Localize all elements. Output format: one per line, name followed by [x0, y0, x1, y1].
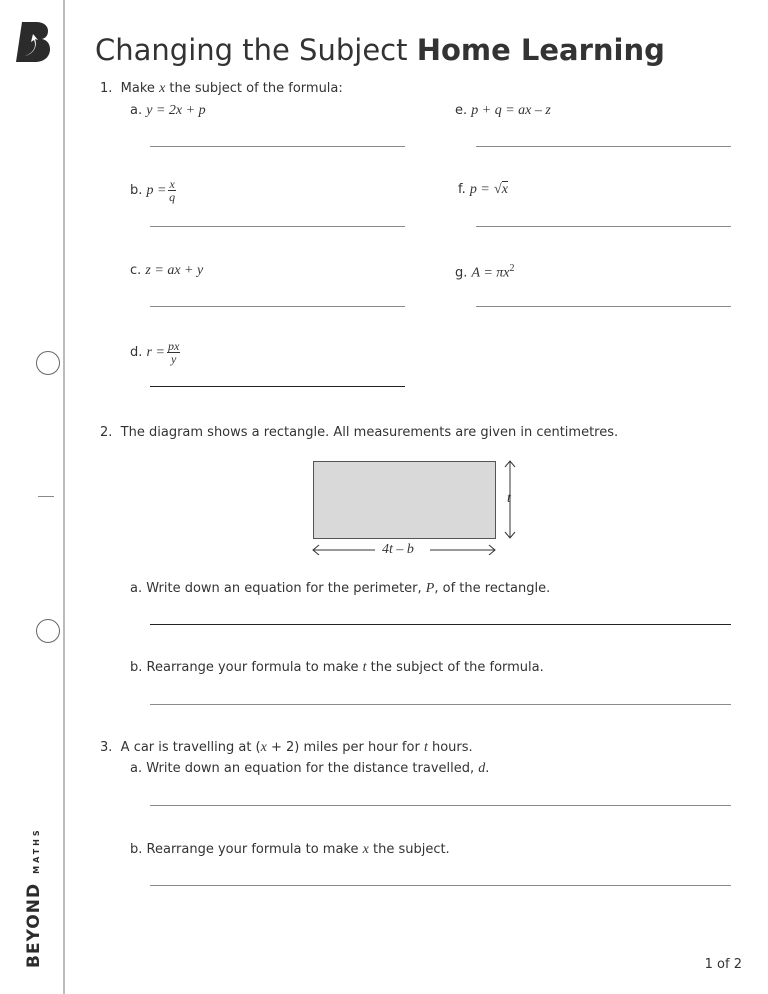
- text-fragment: x: [169, 177, 175, 191]
- punch-hole: [36, 619, 60, 643]
- q1f: [458, 182, 508, 198]
- answer-line[interactable]: [150, 226, 405, 227]
- text-fragment: hours.: [427, 740, 473, 755]
- text-fragment: 2: [509, 263, 515, 274]
- text-fragment: g.: [455, 265, 468, 281]
- text-fragment: r =: [146, 345, 165, 360]
- text-fragment: .: [485, 761, 490, 776]
- text-fragment: x: [260, 740, 267, 755]
- text-fragment: 2.: [100, 425, 113, 440]
- text-fragment: t: [362, 660, 367, 675]
- text-fragment: x: [501, 182, 508, 197]
- q1a: [130, 103, 206, 119]
- text-fragment: b.: [130, 660, 143, 675]
- beyond-logo: [16, 22, 50, 62]
- text-fragment: a.: [130, 761, 143, 776]
- q2b: [130, 660, 544, 676]
- text-fragment: 1.: [100, 81, 113, 96]
- punch-hole: [36, 351, 60, 375]
- text-fragment: q: [169, 190, 176, 204]
- page-title: [95, 33, 665, 67]
- text-fragment: p =: [469, 182, 490, 197]
- text-fragment: d.: [130, 345, 143, 360]
- text-fragment: the subject of the formula:: [165, 81, 343, 96]
- q1b: [130, 178, 176, 203]
- text-fragment: p + q = ax – z: [471, 103, 551, 118]
- question-2: [100, 425, 618, 440]
- text-fragment: x: [362, 842, 369, 857]
- text-fragment: c.: [130, 263, 142, 278]
- text-fragment: The diagram shows a rectangle. All measurements are given in centimetres.: [120, 425, 619, 440]
- answer-line[interactable]: [476, 146, 731, 147]
- text-fragment: t: [423, 740, 428, 755]
- question-3: [100, 740, 473, 756]
- text-fragment: z = ax + y: [145, 263, 204, 278]
- answer-line[interactable]: [476, 226, 731, 227]
- text-fragment: , of the rectangle.: [434, 581, 551, 596]
- text-fragment: f.: [458, 182, 466, 197]
- text-fragment: y: [170, 352, 177, 366]
- answer-line[interactable]: [150, 386, 405, 387]
- text-fragment: d: [478, 761, 486, 776]
- title-bold: Home Learning: [416, 33, 665, 67]
- page-number: 1 of 2: [704, 957, 742, 972]
- answer-line[interactable]: [150, 704, 731, 705]
- brand-side-text: [24, 827, 44, 968]
- text-fragment: A car is travelling at (: [120, 740, 261, 755]
- answer-line[interactable]: [476, 306, 731, 307]
- text-fragment: px: [167, 339, 180, 353]
- text-fragment: the subject of the formula.: [366, 660, 544, 675]
- text-fragment: 3.: [100, 740, 113, 755]
- text-fragment: b.: [130, 183, 143, 198]
- question-1: [100, 81, 343, 97]
- sqrt-symbol: √: [494, 182, 502, 197]
- answer-line[interactable]: [150, 805, 731, 806]
- text-fragment: Rearrange your formula to make: [146, 842, 363, 857]
- answer-line[interactable]: [150, 885, 731, 886]
- width-label: 4t – b: [382, 542, 414, 557]
- q3a: [130, 761, 489, 777]
- text-fragment: b.: [130, 842, 143, 857]
- title-normal: Changing the Subject: [95, 33, 417, 67]
- q1g: [455, 263, 515, 281]
- q1e: [455, 103, 551, 119]
- text-fragment: x: [159, 81, 166, 96]
- answer-line[interactable]: [150, 146, 405, 147]
- text-fragment: a.: [130, 103, 143, 118]
- text-fragment: p =: [146, 183, 167, 198]
- text-fragment: the subject.: [368, 842, 450, 857]
- answer-line[interactable]: [150, 624, 731, 625]
- q2a: [130, 581, 550, 597]
- brand-beyond: BEYOND: [24, 882, 44, 968]
- fold-mark: [38, 496, 54, 497]
- text-fragment: a.: [130, 581, 143, 596]
- text-fragment: + 2) miles per hour for: [266, 740, 424, 755]
- brand-maths: MATHS: [32, 827, 41, 874]
- text-fragment: Write down an equation for the distance travelled,: [146, 761, 479, 776]
- q1c: [130, 263, 203, 279]
- text-fragment: A = πx: [471, 265, 510, 281]
- margin-rule: [63, 0, 65, 994]
- text-fragment: e.: [455, 103, 468, 118]
- text-fragment: P: [425, 581, 435, 596]
- text-fragment: Rearrange your formula to make: [146, 660, 363, 675]
- text-fragment: y = 2x + p: [146, 103, 206, 118]
- height-label: t: [507, 491, 511, 506]
- dimension-arrows: [300, 455, 530, 560]
- q3b: [130, 842, 450, 858]
- q1d: [130, 340, 180, 365]
- answer-line[interactable]: [150, 306, 405, 307]
- text-fragment: Write down an equation for the perimeter,: [146, 581, 426, 596]
- text-fragment: Make: [120, 81, 160, 96]
